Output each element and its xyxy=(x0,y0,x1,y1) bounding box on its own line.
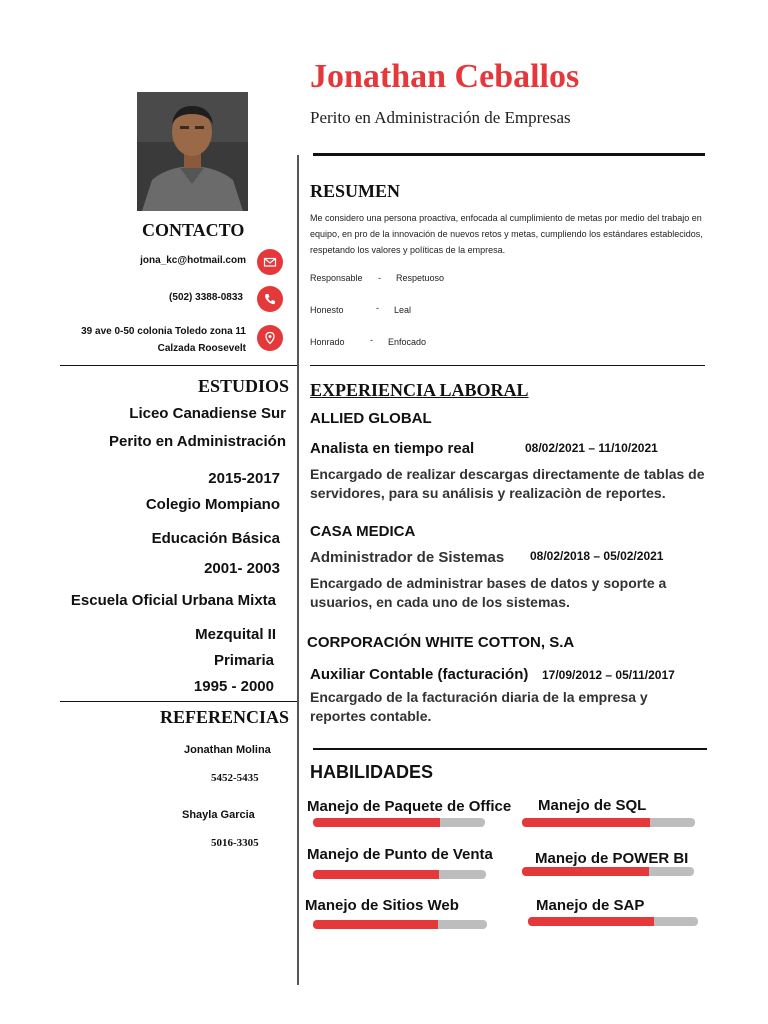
left-divider-1 xyxy=(60,365,297,366)
candidate-title: Perito en Administración de Empresas xyxy=(310,108,571,127)
trait: Honrado xyxy=(310,337,345,347)
references-heading: REFERENCIAS xyxy=(160,707,290,727)
study-line: 2001- 2003 xyxy=(204,560,280,577)
skill-label: Manejo de Sitios Web xyxy=(305,897,459,914)
profile-photo xyxy=(137,92,248,211)
study-line: Escuela Oficial Urbana Mixta xyxy=(70,592,276,609)
skill-bar xyxy=(528,917,698,926)
reference-name: Shayla Garcia xyxy=(182,809,255,821)
skill-bar xyxy=(313,818,485,827)
skill-bar-fill xyxy=(528,917,654,926)
trait-dash: - xyxy=(376,303,379,313)
study-line: Perito en Administración xyxy=(109,433,286,450)
right-divider-2 xyxy=(313,748,707,750)
studies-heading: ESTUDIOS xyxy=(198,376,290,396)
skill-label: Manejo de Punto de Venta xyxy=(307,846,493,863)
job-dates: 17/09/2012 – 05/11/2017 xyxy=(542,668,675,682)
study-line: Educación Básica xyxy=(151,530,280,547)
study-line: Colegio Mompiano xyxy=(145,496,280,513)
location-icon xyxy=(257,325,283,351)
skill-bar xyxy=(313,920,487,929)
summary-heading: RESUMEN xyxy=(310,181,401,201)
skill-bar-fill xyxy=(522,867,649,876)
job-company: CASA MEDICA xyxy=(310,523,416,540)
skill-bar-fill xyxy=(522,818,650,827)
trait: Leal xyxy=(394,305,412,315)
job-dates: 08/02/2021 – 11/10/2021 xyxy=(525,441,658,455)
skill-bar xyxy=(313,870,486,879)
skill-label: Manejo de SAP xyxy=(536,897,645,914)
study-line: 1995 - 2000 xyxy=(193,678,274,695)
job-role: Administrador de Sistemas xyxy=(310,549,505,566)
profile-photo-illustration xyxy=(137,92,248,211)
study-line: Primaria xyxy=(213,652,274,669)
trait: Honesto xyxy=(310,305,344,315)
trait: Responsable xyxy=(310,273,363,283)
experience-heading: EXPERIENCIA LABORAL xyxy=(310,380,529,400)
trait: Enfocado xyxy=(388,337,427,347)
contact-address-line1: 39 ave 0-50 colonia Toledo zona 11 xyxy=(81,326,246,337)
skill-bar-fill xyxy=(313,870,439,879)
contact-address-line2: Calzada Roosevelt xyxy=(157,343,246,354)
skill-bar xyxy=(522,867,694,876)
skill-bar-fill xyxy=(313,818,440,827)
study-line: 2015-2017 xyxy=(208,470,280,487)
job-role: Analista en tiempo real xyxy=(310,440,475,457)
skill-label: Manejo de POWER BI xyxy=(535,850,689,867)
job-description: Encargado de realizar descargas directamente de tablas de servidores, para su análisis y realizaciòn de reportes. xyxy=(310,466,705,501)
phone-icon xyxy=(257,286,283,312)
reference-name: Jonathan Molina xyxy=(184,744,271,756)
study-line: Mezquital II xyxy=(195,626,276,643)
trait: Respetuoso xyxy=(396,273,445,283)
study-line: Liceo Canadiense Sur xyxy=(129,405,286,422)
job-description: Encargado de la facturación diaria de la empresa y reportes contable. xyxy=(310,689,648,724)
job-company: CORPORACIÓN WHITE COTTON, S.A xyxy=(307,634,575,651)
reference-phone: 5452-5435 xyxy=(211,772,259,784)
skills-heading: HABILIDADES xyxy=(310,762,434,782)
mail-icon xyxy=(257,249,283,275)
skill-label: Manejo de Paquete de Office xyxy=(307,798,512,815)
job-role: Auxiliar Contable (facturación) xyxy=(310,666,529,683)
contact-email[interactable]: jona_kc@hotmail.com xyxy=(140,255,246,266)
reference-phone: 5016-3305 xyxy=(211,837,259,849)
contact-heading: CONTACTO xyxy=(142,220,245,240)
job-dates: 08/02/2018 – 05/02/2021 xyxy=(530,549,664,563)
right-divider-1 xyxy=(310,365,705,366)
contact-phone[interactable]: (502) 3388-0833 xyxy=(169,292,243,303)
header-divider xyxy=(313,153,705,156)
skill-bar-fill xyxy=(313,920,438,929)
column-divider xyxy=(297,155,299,985)
job-company: ALLIED GLOBAL xyxy=(310,410,432,427)
trait-dash: - xyxy=(378,273,381,283)
summary-text: Me considero una persona proactiva, enfocada al cumplimiento de metas por medio del trabajo en equipo, en pro de la innovación de nuevos retos y metas, cumpliendo los estándares establecidos, respetando los valores y políticas de la empresa. xyxy=(310,213,703,255)
skill-label: Manejo de SQL xyxy=(538,797,647,814)
job-description: Encargado de administrar bases de datos y soporte a usuarios, en cada uno de los sistemas. xyxy=(310,575,667,610)
candidate-name: Jonathan Ceballos xyxy=(310,58,580,95)
trait-dash: - xyxy=(370,335,373,345)
skill-bar xyxy=(522,818,695,827)
left-divider-2 xyxy=(60,701,297,702)
